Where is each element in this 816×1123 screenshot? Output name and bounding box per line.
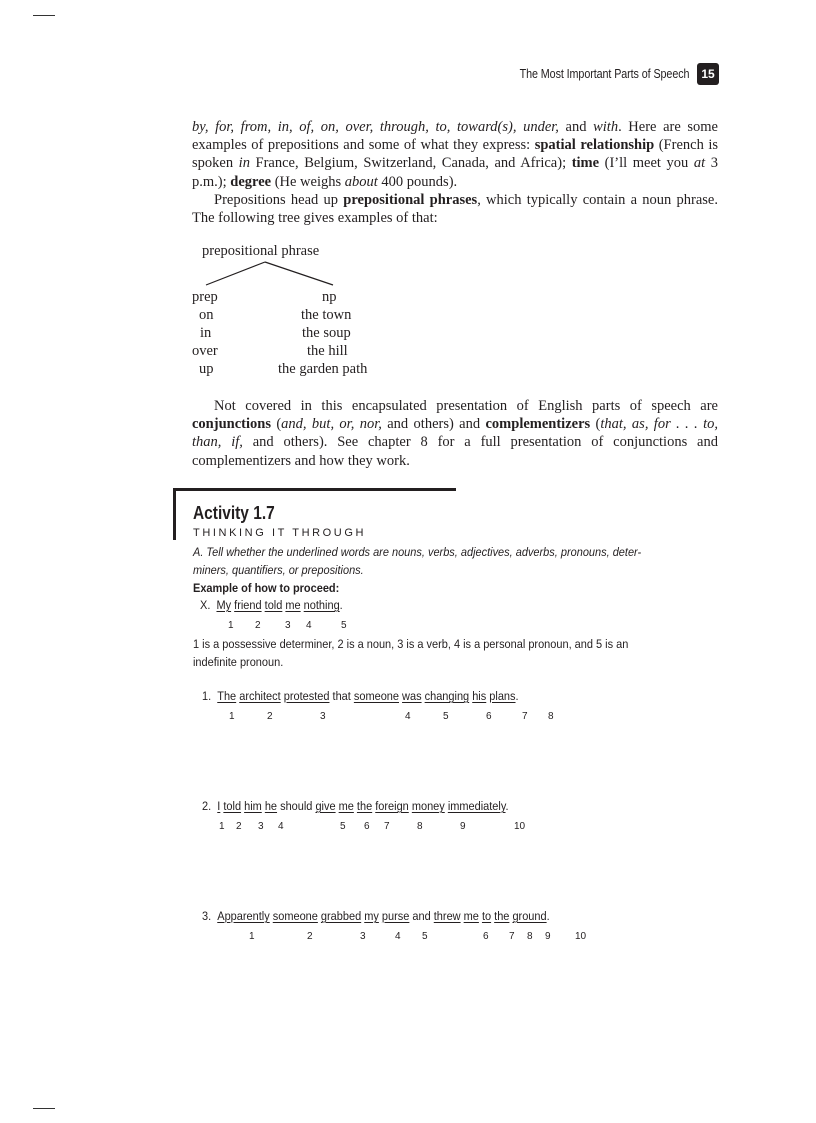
word-number: 1 xyxy=(219,821,225,832)
sentence-text: . xyxy=(505,799,509,813)
tree-left-item: in xyxy=(200,325,212,341)
text: Prepositions head up xyxy=(214,191,344,208)
underlined-word: foreign xyxy=(375,799,409,813)
underlined-word: told xyxy=(264,598,283,612)
text: (He weighs xyxy=(271,173,345,190)
item-1-numbers xyxy=(0,711,816,725)
activity-rule-horizontal xyxy=(173,488,456,491)
instruction-line-2: miners, quantifiers, or prepositions. xyxy=(193,563,364,577)
text-italic: in xyxy=(238,155,250,172)
item-label: 3. xyxy=(202,909,212,923)
underlined-word: his xyxy=(472,689,487,703)
activity-item-1 xyxy=(202,689,554,703)
text: 3 p.m.); xyxy=(192,155,718,190)
underlined-word: my xyxy=(364,909,379,923)
word-number: 4 xyxy=(278,821,284,832)
sentence-text: and xyxy=(409,909,434,923)
example-sentence xyxy=(200,598,500,612)
item-2-numbers xyxy=(0,821,816,835)
underlined-word: changing xyxy=(424,689,470,703)
term-degree: degree xyxy=(230,173,272,190)
underlined-word: nothing xyxy=(303,598,340,612)
underlined-word: me xyxy=(338,799,354,813)
item-sentence xyxy=(217,689,518,703)
text: , which typically contain a noun phrase. The following tree gives examples of that: xyxy=(192,191,718,227)
tree-left-item: on xyxy=(199,307,214,323)
text: France, Belgium, Switzerland, Canada, and Africa); xyxy=(249,155,572,172)
text-italic: at xyxy=(693,155,706,172)
tree-left-item: over xyxy=(192,343,218,359)
word-number: 3 xyxy=(285,620,291,631)
tree-right-item: the garden path xyxy=(278,361,368,377)
sentence-text: . xyxy=(546,909,550,923)
text: ( xyxy=(590,416,601,433)
example-heading xyxy=(193,579,723,597)
word-number: 2 xyxy=(267,711,273,722)
underlined-word: purse xyxy=(381,909,410,923)
text: and xyxy=(558,119,594,135)
term-complementizers: complementizers xyxy=(485,416,591,433)
page-number: 15 xyxy=(697,63,719,85)
item-sentence xyxy=(217,799,508,813)
paragraph-prepositions xyxy=(192,118,718,227)
underlined-word: told xyxy=(223,799,242,813)
underlined-word: to xyxy=(481,909,492,923)
word-number: 6 xyxy=(486,711,492,722)
word-number: 1 xyxy=(229,711,235,722)
preposition-list: by, for, from, in, of, on, over, through, to, toward(s), under, xyxy=(192,119,559,135)
underlined-word: me xyxy=(285,598,301,612)
underlined-word: the xyxy=(494,909,510,923)
text: Not covered in this encapsulated presentation of English parts of speech are xyxy=(214,398,718,414)
word-number: 8 xyxy=(548,711,554,722)
tree-branches xyxy=(192,242,452,292)
text: ( xyxy=(270,416,282,433)
tree-left-item: up xyxy=(199,361,214,377)
underlined-word: someone xyxy=(272,909,318,923)
tree-left-head: prep xyxy=(192,289,218,305)
word-number: 1 xyxy=(249,931,255,942)
term-spatial-relationship: spatial relationship xyxy=(534,137,655,154)
underlined-word: My xyxy=(216,598,232,612)
paragraph-prepositional-phrases xyxy=(192,191,718,227)
word-number: 7 xyxy=(509,931,515,942)
text-italic: with xyxy=(593,119,619,135)
example-label: X. xyxy=(200,598,211,612)
word-number: 1 xyxy=(228,620,234,631)
sentence-text: that xyxy=(329,689,354,703)
running-head-title: The Most Important Parts of Speech xyxy=(519,67,689,81)
crop-mark-bottom xyxy=(33,1108,55,1109)
word-number: 2 xyxy=(307,931,313,942)
underlined-word: grabbed xyxy=(320,909,362,923)
word-number: 7 xyxy=(522,711,528,722)
word-number: 4 xyxy=(306,620,312,631)
word-number: 5 xyxy=(443,711,449,722)
explanation-line-2: indefinite pronoun. xyxy=(193,655,284,669)
underlined-word: plans xyxy=(489,689,516,703)
activity-title: Activity 1.7 xyxy=(193,503,275,523)
text-italic: and, but, or, nor, xyxy=(281,416,382,433)
term-prepositional-phrases: prepositional phrases xyxy=(343,191,478,208)
tree-right-item: the town xyxy=(301,307,352,323)
underlined-word: ground xyxy=(512,909,547,923)
item-sentence xyxy=(217,909,549,923)
example-explanation xyxy=(193,635,723,671)
item-label: 1. xyxy=(202,689,212,703)
underlined-word: the xyxy=(356,799,373,813)
sentence-text: should xyxy=(277,799,316,813)
word-number: 4 xyxy=(405,711,411,722)
word-number: 6 xyxy=(483,931,489,942)
underlined-word: him xyxy=(244,799,262,813)
activity-subtitle: THINKING IT THROUGH xyxy=(193,527,367,539)
word-number: 9 xyxy=(460,821,466,832)
item-label: 2. xyxy=(202,799,212,813)
word-number: 5 xyxy=(340,821,346,832)
item-3-numbers xyxy=(0,931,816,945)
tree-branch-left xyxy=(206,262,265,285)
text-italic: that, as, for . . . to, than, if, xyxy=(192,416,718,451)
text: and others). See chapter 8 for a full presentation of conjunctions and complementizers and how they work. xyxy=(192,434,718,469)
activity-item-3 xyxy=(202,909,588,923)
crop-mark-top xyxy=(33,15,55,16)
underlined-word: give xyxy=(315,799,336,813)
word-number: 5 xyxy=(341,620,347,631)
tree-right-head: np xyxy=(322,289,337,305)
text: . Here are some examples of prepositions and some of what they express: xyxy=(192,119,718,154)
text: 400 pounds). xyxy=(377,173,458,190)
word-number: 9 xyxy=(545,931,551,942)
underlined-word: money xyxy=(411,799,445,813)
text: and others) and xyxy=(381,416,486,433)
instruction-line-1: A. Tell whether the underlined words are nouns, verbs, adjectives, adverbs, pronouns, deter- xyxy=(193,545,642,559)
word-number: 3 xyxy=(320,711,326,722)
text: (French is spoken xyxy=(192,137,719,172)
term-conjunctions: conjunctions xyxy=(192,416,271,433)
underlined-word: I xyxy=(217,799,221,813)
underlined-word: immediately xyxy=(447,799,506,813)
tree-diagram xyxy=(192,242,452,382)
word-number: 3 xyxy=(360,931,366,942)
underlined-word: was xyxy=(402,689,422,703)
underlined-word: threw xyxy=(433,909,461,923)
word-number: 3 xyxy=(258,821,264,832)
underlined-word: he xyxy=(264,799,278,813)
paragraph-conjunctions xyxy=(192,397,718,470)
term-time: time xyxy=(571,155,600,172)
tree-branch-right xyxy=(265,262,333,285)
underlined-word: friend xyxy=(234,598,262,612)
text-italic: about xyxy=(344,173,378,190)
tree-root-label: prepositional phrase xyxy=(202,243,320,259)
word-number: 2 xyxy=(255,620,261,631)
example-heading-text: Example of how to proceed: xyxy=(193,581,340,595)
tree-right-item: the soup xyxy=(302,325,351,341)
word-number: 10 xyxy=(575,931,587,942)
underlined-word: someone xyxy=(353,689,400,703)
word-number: 6 xyxy=(364,821,370,832)
activity-instruction xyxy=(193,543,723,579)
word-number: 2 xyxy=(236,821,242,832)
example-numbers xyxy=(0,620,816,634)
tree-right-item: the hill xyxy=(307,343,348,359)
word-number: 4 xyxy=(395,931,401,942)
activity-item-2 xyxy=(202,799,543,813)
underlined-word: me xyxy=(463,909,479,923)
word-number: 8 xyxy=(417,821,423,832)
activity-rule-vertical xyxy=(173,488,176,540)
sentence-text: . xyxy=(515,689,519,703)
underlined-word: protested xyxy=(283,689,330,703)
word-number: 7 xyxy=(384,821,390,832)
underlined-word: The xyxy=(217,689,237,703)
running-head xyxy=(492,63,719,85)
word-number: 5 xyxy=(422,931,428,942)
text: . xyxy=(339,598,343,612)
underlined-word: Apparently xyxy=(217,909,270,923)
underlined-word: architect xyxy=(239,689,281,703)
explanation-line-1: 1 is a possessive determiner, 2 is a noun, 3 is a verb, 4 is a personal pronoun, and 5 is an xyxy=(193,637,629,651)
word-number: 10 xyxy=(514,821,526,832)
text: (I’ll meet you xyxy=(599,155,694,172)
word-number: 8 xyxy=(527,931,533,942)
